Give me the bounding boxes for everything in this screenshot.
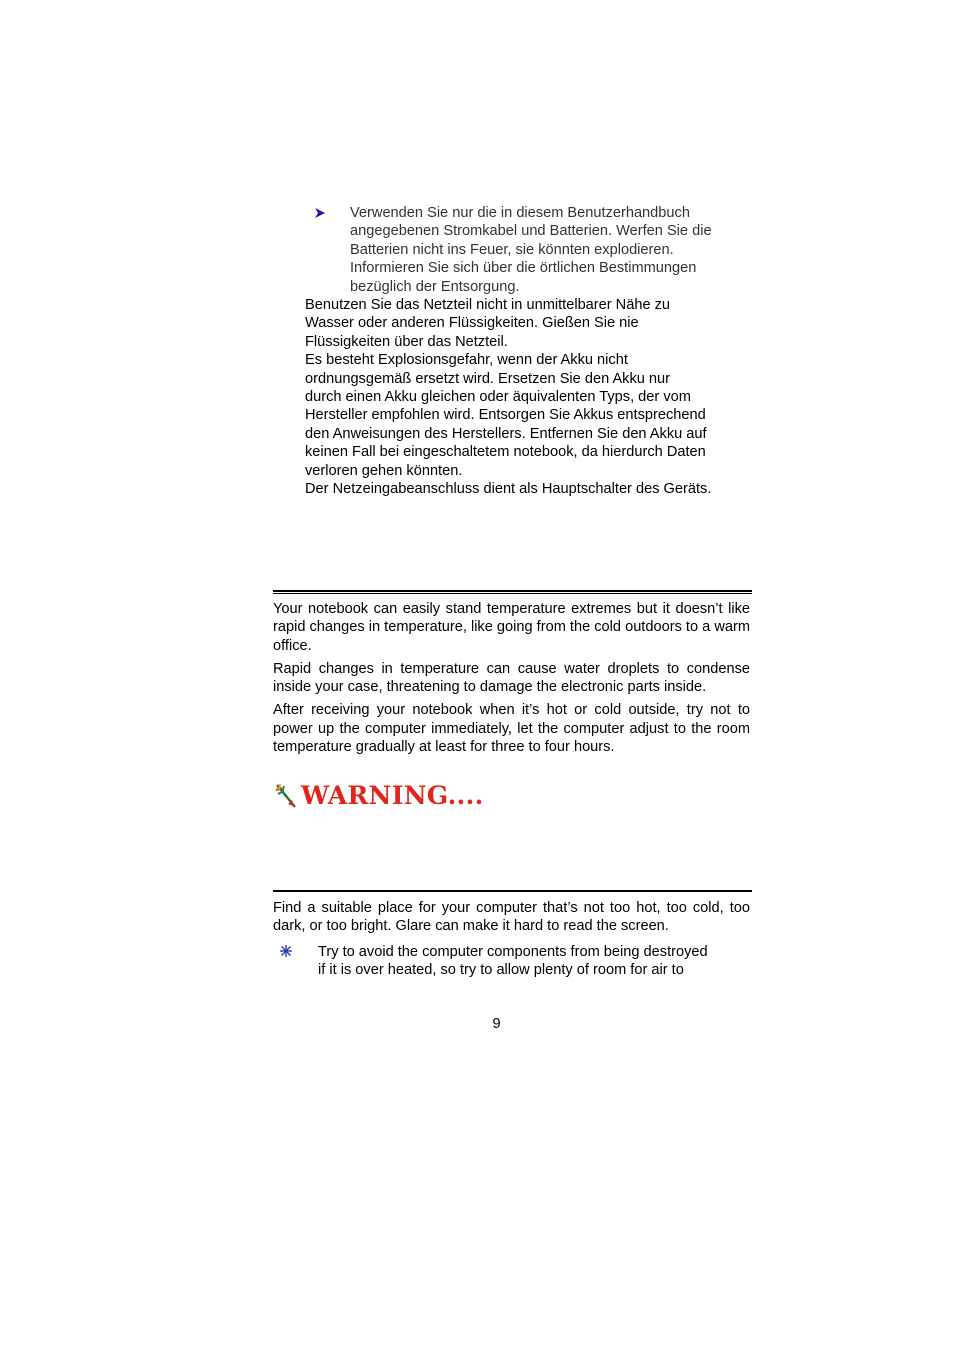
temperature-section: [273, 600, 750, 761]
german-text-line: keinen Fall bei eingeschaltetem notebook, da hierdurch Daten: [305, 444, 706, 461]
arrow-bullet-icon: [314, 207, 326, 219]
german-bullet-line: angegebenen Stromkabel und Batterien. Werfen Sie die: [350, 223, 712, 240]
german-safety-notes: [305, 204, 765, 499]
warning-banner: [274, 780, 484, 812]
temperature-paragraph: Your notebook can easily stand temperature extremes but it doesn’t like rapid changes in temperature, like going from the cold outdoors to a warm office.: [273, 601, 750, 654]
german-paragraph-power-adapter: [305, 296, 765, 351]
german-bullet-line: Verwenden Sie nur die in diesem Benutzerhandbuch: [350, 205, 690, 221]
warning-label: WARNING....: [301, 781, 484, 810]
snowflake-bullet-icon: [279, 944, 293, 958]
placement-bullet-item: [273, 943, 750, 980]
placement-intro: Find a suitable place for your computer that’s not too hot, too cold, too dark, or too bright. Glare can make it hard to read the screen.: [273, 900, 750, 935]
arrow-feather-icon: [274, 782, 298, 810]
german-text-line: Hersteller empfohlen wird. Entsorgen Sie Akkus entsprechend: [305, 407, 706, 424]
german-text-line: den Anweisungen des Herstellers. Entfernen Sie den Akku auf: [305, 425, 707, 442]
placement-bullet-line: Try to avoid the computer components from being destroyed: [318, 943, 708, 960]
german-text-line: verloren gehen könnten.: [305, 462, 463, 479]
section-divider: [273, 890, 752, 892]
german-text-line: Es besteht Explosionsgefahr, wenn der Akku nicht: [305, 352, 628, 369]
german-bullet-line: bezüglich der Entsorgung.: [350, 278, 520, 295]
german-text-line: Flüssigkeiten über das Netzteil.: [305, 333, 508, 350]
page-number: 9: [492, 1016, 501, 1032]
german-paragraph-main-switch: [305, 480, 765, 498]
placement-bullet-line: if it is over heated, so try to allow plenty of room for air to: [318, 962, 684, 979]
german-text-line: Der Netzeingabeanschluss dient als Hauptschalter des Geräts.: [305, 481, 712, 498]
german-paragraph-battery: [305, 351, 765, 480]
german-bullet-item: [305, 204, 765, 296]
temperature-paragraph: Rapid changes in temperature can cause water droplets to condense inside your case, threatening to damage the electronic parts inside.: [273, 660, 750, 696]
german-bullet-line: Informieren Sie sich über die örtlichen Bestimmungen: [350, 260, 697, 277]
temperature-paragraph: After receiving your notebook when it’s hot or cold outside, try not to power up the computer immediately, let the computer adjust to the room temperature gradually at least for three to four hours.: [273, 702, 750, 756]
german-bullet-line: Batterien nicht ins Feuer, sie könnten explodieren.: [350, 241, 674, 258]
german-text-line: Wasser oder anderen Flüssigkeiten. Gießen Sie nie: [305, 315, 639, 332]
german-text-line: Benutzen Sie das Netzteil nicht in unmittelbarer Nähe zu: [305, 297, 671, 314]
german-text-line: durch einen Akku gleichen oder äquivalenten Typs, der vom: [305, 389, 691, 406]
section-divider: [273, 590, 752, 594]
german-text-line: ordnungsgemäß ersetzt wird. Ersetzen Sie den Akku nur: [305, 370, 671, 387]
placement-section: [273, 899, 750, 980]
